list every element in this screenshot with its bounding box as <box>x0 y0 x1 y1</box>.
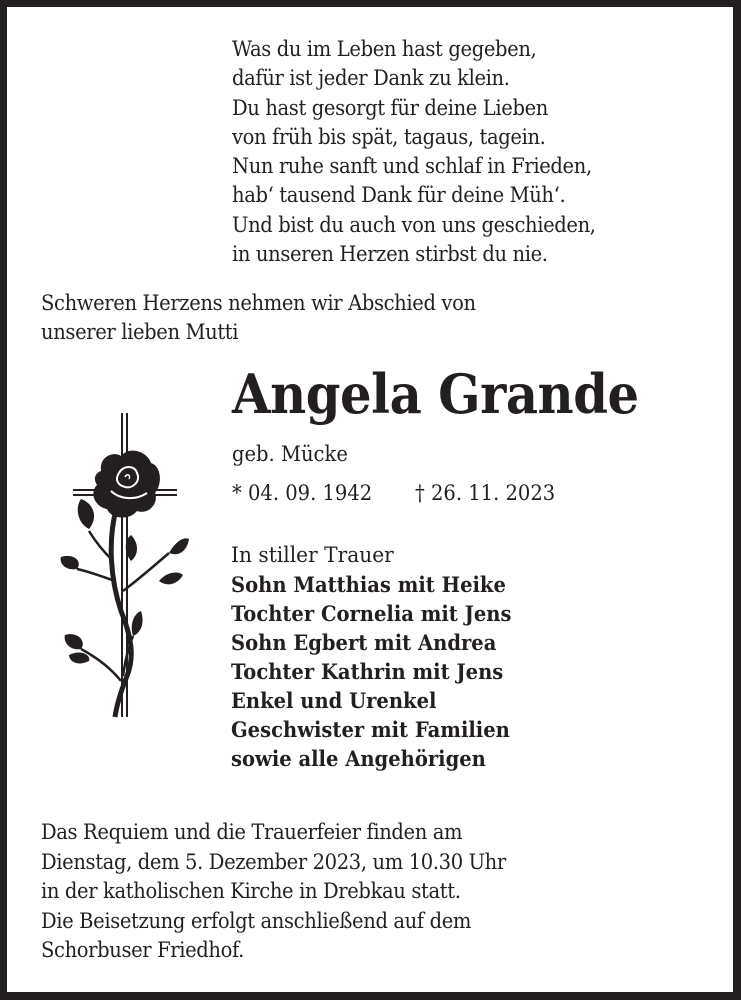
mourner: Tochter Cornelia mit Jens <box>231 601 512 626</box>
intro-line: unserer lieben Mutti <box>41 320 239 344</box>
service-line: Dienstag, dem 5. Dezember 2023, um 10.30 Uhr <box>41 849 506 874</box>
poem-line: Du hast gesorgt für deine Lieben <box>232 95 548 120</box>
birth-date: * 04. 09. 1942 <box>232 481 373 505</box>
service-line: Die Beisetzung erfolgt anschließend auf dem <box>41 908 472 933</box>
poem-line: Nun ruhe sanft und schlaf in Frieden, <box>232 154 592 179</box>
death-date: † 26. 11. 2023 <box>414 481 556 505</box>
mourners-list <box>231 541 533 773</box>
cross-with-rose-icon <box>59 411 189 721</box>
life-dates <box>232 479 555 507</box>
mourner: Enkel und Urenkel <box>231 688 437 713</box>
poem <box>232 35 596 269</box>
poem-line: Und bist du auch von uns geschieden, <box>232 212 596 237</box>
poem-line: hab‘ tausend Dank für deine Müh‘. <box>232 183 566 208</box>
mourner: Sohn Matthias mit Heike <box>231 572 506 597</box>
obituary-card <box>7 7 733 992</box>
intro-line: Schweren Herzens nehmen wir Abschied von <box>41 291 476 315</box>
poem-line: Was du im Leben hast gegeben, <box>232 37 537 61</box>
mourner: Sohn Egbert mit Andrea <box>231 630 497 655</box>
service-info <box>41 818 506 966</box>
mourner: Geschwister mit Familien <box>231 717 510 742</box>
service-line: Das Requiem und die Trauerfeier finden am <box>41 820 463 844</box>
poem-line: in unseren Herzen stirbst du nie. <box>232 242 548 267</box>
intro-text <box>41 289 476 347</box>
deceased-name: Angela Grande <box>232 362 639 426</box>
poem-line: von früh bis spät, tagaus, tagein. <box>232 124 546 149</box>
service-line: Schorbuser Friedhof. <box>41 938 245 962</box>
mourner: Tochter Kathrin mit Jens <box>231 659 504 684</box>
maiden-name: geb. Mücke <box>232 442 348 466</box>
poem-line: dafür ist jeder Dank zu klein. <box>232 66 510 91</box>
service-line: in der katholischen Kirche in Drebkau statt. <box>41 879 461 903</box>
mourner: sowie alle Angehörigen <box>231 746 486 771</box>
mourners-lead: In stiller Trauer <box>231 543 394 567</box>
